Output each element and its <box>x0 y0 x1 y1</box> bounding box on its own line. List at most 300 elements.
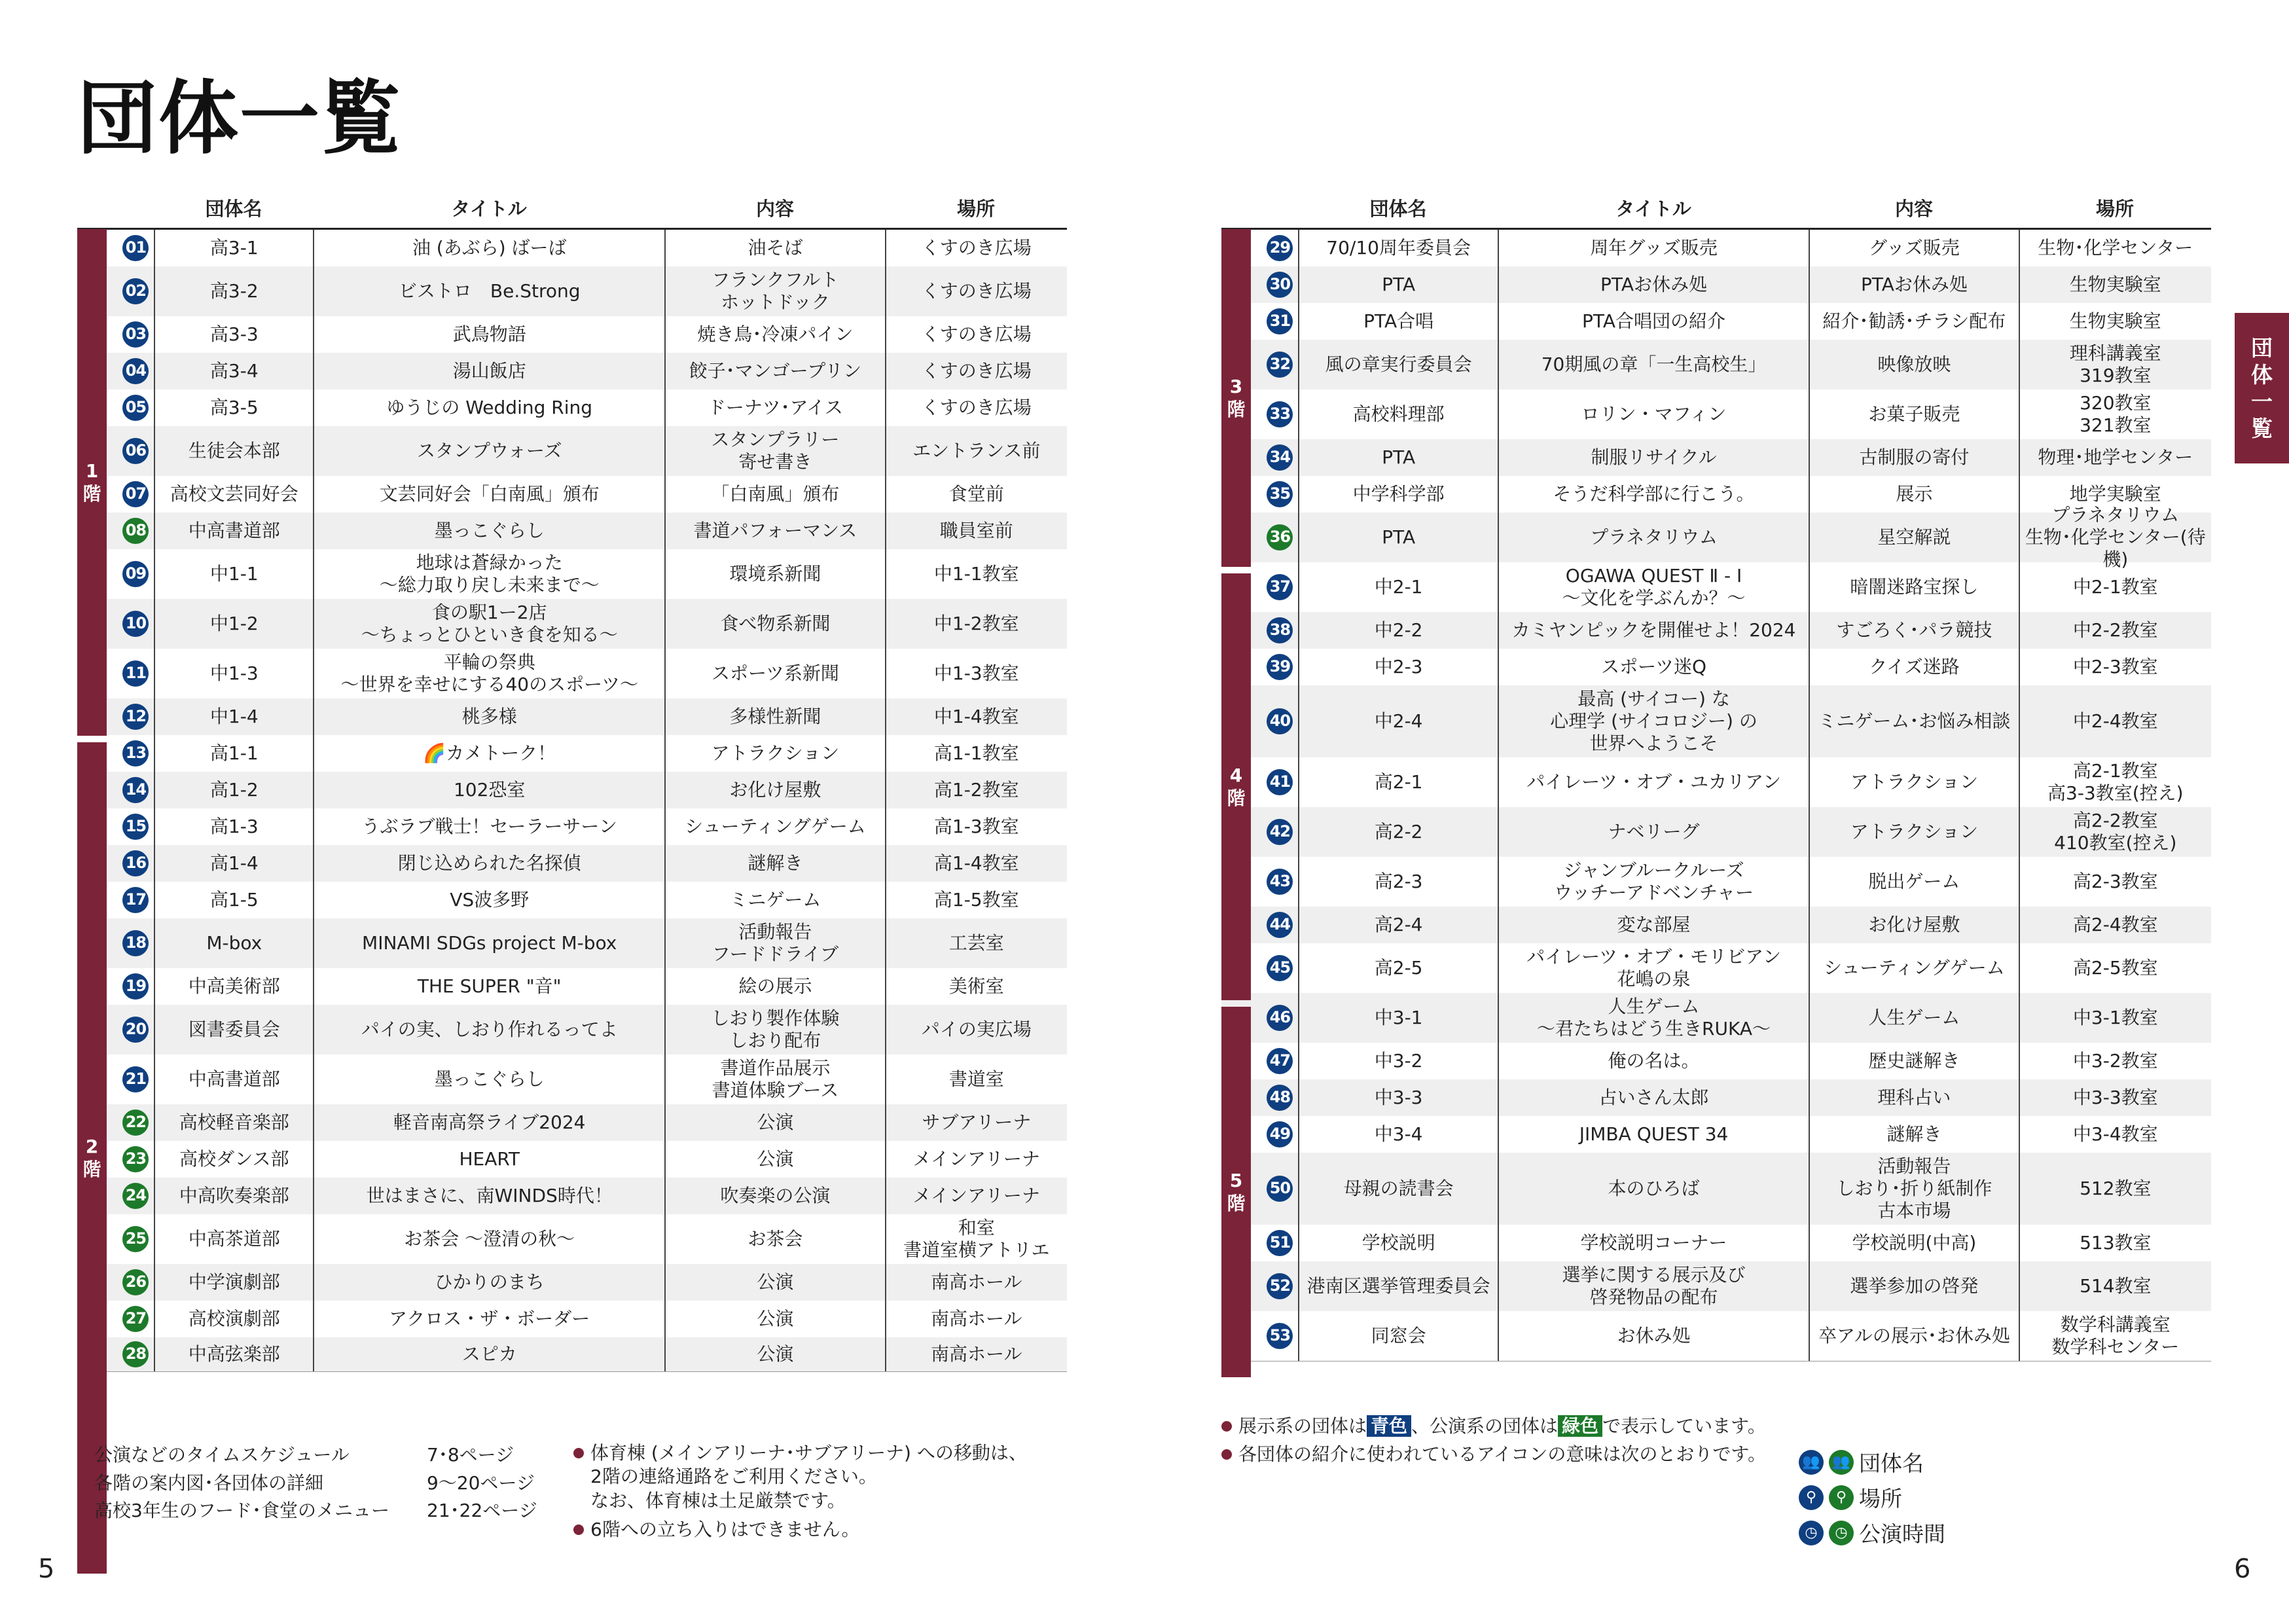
content-cell: アトラクション <box>1809 757 2018 807</box>
content-cell: 公演 <box>664 1141 884 1178</box>
group-name: 高2-4 <box>1298 907 1497 943</box>
floor-label-1: 1 階 <box>77 229 107 736</box>
group-name: 高2-5 <box>1298 943 1497 993</box>
number-badge: 23 <box>122 1146 149 1172</box>
title-cell: MINAMI SDGs project M-box <box>313 918 664 968</box>
table-row <box>1221 503 2211 571</box>
number-badge: 15 <box>122 814 149 840</box>
group-name: 70/10周年委員会 <box>1298 230 1497 266</box>
place-cell: 美術室 <box>885 968 1068 1005</box>
number-badge: 16 <box>122 850 149 876</box>
title-cell: 地球は蒼緑かった ～総力取り戻し未来まで～ <box>313 549 664 599</box>
title-cell: 墨っこぐらし <box>313 513 664 549</box>
number-badge: 44 <box>1267 912 1293 938</box>
title-cell: お茶会 ～澄清の秋～ <box>313 1214 664 1264</box>
number-badge: 13 <box>122 740 149 767</box>
content-cell: 理科占い <box>1809 1079 2018 1116</box>
table-row <box>77 266 1067 316</box>
bullet-icon <box>77 1450 88 1460</box>
content-cell: 絵の展示 <box>664 968 884 1005</box>
number-badge: 25 <box>122 1226 149 1252</box>
floor-label-5: 5 階 <box>1221 1007 1251 1377</box>
content-cell: 「白南風」頒布 <box>664 476 884 513</box>
title-cell: うぶラブ戦士！セーラーサーン <box>313 808 664 845</box>
table-row <box>1221 230 2211 266</box>
table-row <box>1221 303 2211 340</box>
group-name: 高1-4 <box>154 845 313 882</box>
title-cell: 本のひろば <box>1498 1153 1809 1225</box>
group-name: 図書委員会 <box>154 1005 313 1055</box>
bullet-icon <box>77 1478 88 1489</box>
place-cell: エントランス前 <box>885 426 1068 476</box>
content-cell: しおり製作体験 しおり配布 <box>664 1005 884 1055</box>
number-badge: 26 <box>122 1269 149 1295</box>
group-name: 中学演劇部 <box>154 1264 313 1301</box>
place-cell: 中3-4教室 <box>2019 1116 2211 1153</box>
group-name: 中3-2 <box>1298 1043 1497 1079</box>
title-cell: プラネタリウム <box>1498 513 1809 562</box>
table-row <box>77 882 1067 918</box>
place-cell: 中2-2教室 <box>2019 612 2211 649</box>
content-cell: 公演 <box>664 1264 884 1301</box>
number-badge: 38 <box>1267 617 1293 643</box>
place-cell: 生物実験室 <box>2019 266 2211 303</box>
table-row <box>1221 266 2211 303</box>
title-cell: アクロス・ザ・ボーダー <box>313 1301 664 1337</box>
place-cell: 中1-1教室 <box>885 549 1068 599</box>
content-cell: 学校説明(中高) <box>1809 1225 2018 1261</box>
page-number-left: 5 <box>38 1554 55 1584</box>
number-badge: 32 <box>1267 352 1293 378</box>
location-icon: ⚲ <box>1799 1485 1824 1510</box>
title-cell: 🌈カメトーク！ <box>313 735 664 772</box>
place-cell: 理科講義室 319教室 <box>2019 340 2211 389</box>
table-row <box>77 772 1067 808</box>
content-cell: 公演 <box>664 1337 884 1371</box>
title-cell: お休み処 <box>1498 1311 1809 1361</box>
place-cell: 南高ホール <box>885 1337 1068 1371</box>
number-badge: 52 <box>1267 1273 1293 1299</box>
group-name: PTA合唱 <box>1298 303 1497 340</box>
title-cell: THE SUPER "音" <box>313 968 664 1005</box>
group-icon: 👥 <box>1799 1450 1824 1475</box>
table-row <box>77 599 1067 649</box>
title-cell: そうだ科学部に行こう。 <box>1498 476 1809 513</box>
legend-group: 👥 👥 団体名 <box>1799 1447 1924 1477</box>
title-cell: 平輪の祭典 ～世界を幸せにする40のスポーツ～ <box>313 649 664 698</box>
place-cell: パイの実広場 <box>885 1005 1068 1055</box>
table-row <box>77 426 1067 476</box>
content-cell: 活動報告 しおり･折り紙制作 古本市場 <box>1809 1153 2018 1225</box>
table-row <box>77 649 1067 698</box>
blue-highlight: 青色 <box>1367 1415 1411 1437</box>
group-name: PTA <box>1298 266 1497 303</box>
place-cell: 物理･地学センター <box>2019 439 2211 476</box>
title-cell: スピカ <box>313 1337 664 1371</box>
table-row <box>77 735 1067 772</box>
number-badge: 02 <box>122 278 149 304</box>
group-name: 中高吹奏楽部 <box>154 1178 313 1214</box>
title-cell: パイレーツ・オブ・ユカリアン <box>1498 757 1809 807</box>
group-name: 中高書道部 <box>154 513 313 549</box>
number-badge: 42 <box>1267 819 1293 845</box>
content-cell: お茶会 <box>664 1214 884 1264</box>
title-cell: 俺の名は。 <box>1498 1043 1809 1079</box>
title-cell: 食の駅1ー2店 ～ちょっとひといき食を知る～ <box>313 599 664 649</box>
content-cell: すごろく･パラ競技 <box>1809 612 2018 649</box>
place-cell: 職員室前 <box>885 513 1068 549</box>
table-row <box>1221 1311 2211 1361</box>
content-cell: お化け屋敷 <box>664 772 884 808</box>
page-title: 団体一覧 <box>77 72 402 165</box>
title-cell: ジャンブルークルーズ ウッチーアドベンチャー <box>1498 857 1809 907</box>
table-row <box>1221 807 2211 857</box>
group-name: 高1-3 <box>154 808 313 845</box>
table-row <box>1221 993 2211 1043</box>
group-name: 中1-4 <box>154 698 313 735</box>
title-cell: 人生ゲーム ～君たちはどう生きRUKA～ <box>1498 993 1809 1043</box>
table-row <box>1221 1261 2211 1311</box>
content-cell: 活動報告 フードドライブ <box>664 918 884 968</box>
place-cell: 高1-2教室 <box>885 772 1068 808</box>
number-badge: 27 <box>122 1306 149 1332</box>
side-tab: 団 体 一 覧 <box>2235 313 2289 463</box>
group-name: 高1-5 <box>154 882 313 918</box>
place-cell: メインアリーナ <box>885 1141 1068 1178</box>
content-cell: ミニゲーム･お悩み相談 <box>1809 685 2018 757</box>
place-cell: 南高ホール <box>885 1264 1068 1301</box>
table-row <box>1221 612 2211 649</box>
table-row <box>1221 857 2211 907</box>
place-cell: 南高ホール <box>885 1301 1068 1337</box>
number-badge: 18 <box>122 930 149 956</box>
table-row <box>77 1301 1067 1337</box>
content-cell: 油そば <box>664 230 884 266</box>
note-item: 各階の案内図･各団体の詳細 9～20ページ <box>77 1470 537 1498</box>
number-badge: 09 <box>122 561 149 587</box>
table-row <box>1221 1153 2211 1225</box>
left-notes-a <box>77 1441 537 1525</box>
table-row <box>1221 1116 2211 1153</box>
bullet-icon <box>77 1506 88 1516</box>
group-name: PTA <box>1298 513 1497 562</box>
number-badge: 50 <box>1267 1176 1293 1202</box>
group-name: 高3-1 <box>154 230 313 266</box>
left-table-header <box>154 189 1067 226</box>
group-name: 中2-3 <box>1298 649 1497 685</box>
place-cell: 生物･化学センター <box>2019 230 2211 266</box>
content-cell: フランクフルト ホットドック <box>664 266 884 316</box>
right-table-body <box>1221 228 2211 1362</box>
title-cell: PTAお休み処 <box>1498 266 1809 303</box>
content-cell: シューティングゲーム <box>1809 943 2018 993</box>
floor-label-2: 2 階 <box>77 742 107 1574</box>
header-title: タイトル <box>451 197 527 220</box>
right-notes: 展示系の団体は 青色 、公演系の団体は 緑色 で表示しています。 各団体の紹介に使われているアイコンの意味は次のとおりです。 <box>1221 1413 1766 1468</box>
place-cell: 中3-2教室 <box>2019 1043 2211 1079</box>
group-name: 高校演劇部 <box>154 1301 313 1337</box>
title-cell: 最高 (サイコー) な 心理学 (サイコロジー) の 世界へようこそ <box>1498 685 1809 757</box>
place-cell: 中1-4教室 <box>885 698 1068 735</box>
table-row <box>77 513 1067 549</box>
group-name: 中高弦楽部 <box>154 1337 313 1371</box>
title-cell: スポーツ迷Q <box>1498 649 1809 685</box>
number-badge: 31 <box>1267 308 1293 334</box>
content-cell: 環境系新聞 <box>664 549 884 599</box>
group-name: 中学科学部 <box>1298 476 1497 513</box>
place-cell: 320教室 321教室 <box>2019 389 2211 439</box>
bullet-icon <box>1221 1449 1232 1460</box>
right-table <box>1221 189 2211 1380</box>
content-cell: 多様性新聞 <box>664 698 884 735</box>
place-cell: 高2-4教室 <box>2019 907 2211 943</box>
number-badge: 35 <box>1267 481 1293 507</box>
bullet-icon <box>573 1525 584 1535</box>
table-row <box>1221 757 2211 807</box>
content-cell: 歴史謎解き <box>1809 1043 2018 1079</box>
title-cell: パイレーツ・オブ・モリビアン 花嶋の泉 <box>1498 943 1809 993</box>
place-cell: 工芸室 <box>885 918 1068 968</box>
content-cell: 食べ物系新聞 <box>664 599 884 649</box>
content-cell: 人生ゲーム <box>1809 993 2018 1043</box>
left-table <box>77 189 1067 1386</box>
table-row <box>1221 1079 2211 1116</box>
number-badge: 37 <box>1267 574 1293 600</box>
number-badge: 36 <box>1267 524 1293 550</box>
note-item: 高校3年生のフード･食堂のメニュー 21･22ページ <box>77 1497 537 1525</box>
page-number-right: 6 <box>2234 1554 2251 1584</box>
place-cell: サブアリーナ <box>885 1104 1068 1141</box>
content-cell: グッズ販売 <box>1809 230 2018 266</box>
number-badge: 41 <box>1267 769 1293 795</box>
table-row <box>77 353 1067 389</box>
title-cell: 桃多様 <box>313 698 664 735</box>
table-row <box>1221 685 2211 757</box>
place-cell: くすのき広場 <box>885 389 1068 426</box>
title-cell: HEART <box>313 1141 664 1178</box>
number-badge: 24 <box>122 1183 149 1209</box>
group-name: 高校軽音楽部 <box>154 1104 313 1141</box>
group-name: 高3-5 <box>154 389 313 426</box>
content-cell: お化け屋敷 <box>1809 907 2018 943</box>
content-cell: 脱出ゲーム <box>1809 857 2018 907</box>
table-row <box>77 1055 1067 1104</box>
group-name: 高1-1 <box>154 735 313 772</box>
number-badge: 47 <box>1267 1048 1293 1074</box>
title-cell: スタンプウォーズ <box>313 426 664 476</box>
header-name: 団体名 <box>205 197 262 220</box>
place-cell: 高2-2教室 410教室(控え) <box>2019 807 2211 857</box>
group-name: 中高美術部 <box>154 968 313 1005</box>
group-name: 高2-1 <box>1298 757 1497 807</box>
place-cell: 513教室 <box>2019 1225 2211 1261</box>
table-row <box>77 1005 1067 1055</box>
place-cell: 高1-5教室 <box>885 882 1068 918</box>
content-cell: お菓子販売 <box>1809 389 2018 439</box>
number-badge: 49 <box>1267 1121 1293 1147</box>
table-row <box>77 316 1067 353</box>
content-cell: 星空解説 <box>1809 513 2018 562</box>
title-cell: 文芸同好会「白南風」頒布 <box>313 476 664 513</box>
place-cell: 高1-3教室 <box>885 808 1068 845</box>
group-name: 風の章実行委員会 <box>1298 340 1497 389</box>
left-notes-b: 体育棟 (メインアリーナ･サブアリーナ) への移動は、 2階の連絡通路をご利用ください。 なお、体育棟は土足厳禁です。 6階への立ち入りはできません。 <box>573 1441 1027 1542</box>
table-row <box>1221 649 2211 685</box>
place-cell: くすのき広場 <box>885 230 1068 266</box>
number-badge: 39 <box>1267 654 1293 680</box>
title-cell: 油 (あぶら) ばーば <box>313 230 664 266</box>
table-row <box>77 1104 1067 1141</box>
table-row <box>77 808 1067 845</box>
table-row <box>77 389 1067 426</box>
number-badge: 28 <box>122 1341 149 1367</box>
place-cell: 生物実験室 <box>2019 303 2211 340</box>
number-badge: 30 <box>1267 272 1293 298</box>
title-cell: ひかりのまち <box>313 1264 664 1301</box>
number-badge: 53 <box>1267 1323 1293 1349</box>
number-badge: 11 <box>122 660 149 687</box>
group-name: 中2-1 <box>1298 562 1497 612</box>
number-badge: 20 <box>122 1017 149 1043</box>
number-badge: 14 <box>122 777 149 803</box>
title-cell: 周年グッズ販売 <box>1498 230 1809 266</box>
place-cell: くすのき広場 <box>885 266 1068 316</box>
number-badge: 07 <box>122 481 149 507</box>
legend-location: ⚲ ⚲ 場所 <box>1799 1482 1902 1513</box>
content-cell: ドーナツ･アイス <box>664 389 884 426</box>
header-content: 内容 <box>755 197 794 220</box>
title-cell: 占いさん太郎 <box>1498 1079 1809 1116</box>
table-row <box>77 845 1067 882</box>
number-badge: 22 <box>122 1110 149 1136</box>
group-name: 高3-3 <box>154 316 313 353</box>
group-name: 生徒会本部 <box>154 426 313 476</box>
content-cell: 公演 <box>664 1301 884 1337</box>
content-cell: 紹介･勧誘･チラシ配布 <box>1809 303 2018 340</box>
place-cell: 数学科講義室 数学科センター <box>2019 1311 2211 1361</box>
table-row <box>77 698 1067 735</box>
number-badge: 03 <box>122 321 149 348</box>
place-cell: 中3-3教室 <box>2019 1079 2211 1116</box>
title-cell: 武鳥物語 <box>313 316 664 353</box>
content-cell: 古制服の寄付 <box>1809 439 2018 476</box>
content-cell: 謎解き <box>1809 1116 2018 1153</box>
number-badge: 40 <box>1267 708 1293 734</box>
left-table-body <box>77 228 1067 1372</box>
number-badge: 04 <box>122 358 149 384</box>
title-cell: 70期風の章「一生高校生」 <box>1498 340 1809 389</box>
group-name: PTA <box>1298 439 1497 476</box>
number-badge: 01 <box>122 235 149 261</box>
table-row <box>77 549 1067 599</box>
group-name: 中3-1 <box>1298 993 1497 1043</box>
title-cell: 102恐室 <box>313 772 664 808</box>
number-badge: 45 <box>1267 955 1293 981</box>
group-name: 中2-2 <box>1298 612 1497 649</box>
table-row <box>1221 1225 2211 1261</box>
group-name: 中1-3 <box>154 649 313 698</box>
place-cell: 512教室 <box>2019 1153 2211 1225</box>
title-cell: ビストロ Be.Strong <box>313 266 664 316</box>
header-title: タイトル <box>1615 197 1691 220</box>
content-cell: スポーツ系新聞 <box>664 649 884 698</box>
clock-icon: ◷ <box>1829 1521 1854 1545</box>
place-cell: 高1-1教室 <box>885 735 1068 772</box>
title-cell: OGAWA QUEST Ⅱ - Ⅰ ～文化を学ぶんか？～ <box>1498 562 1809 612</box>
table-row <box>1221 340 2211 389</box>
content-cell: ミニゲーム <box>664 882 884 918</box>
table-row <box>77 1178 1067 1214</box>
title-cell: ナベリーグ <box>1498 807 1809 857</box>
group-name: 母親の読書会 <box>1298 1153 1497 1225</box>
group-name: 高2-2 <box>1298 807 1497 857</box>
place-cell: 514教室 <box>2019 1261 2211 1311</box>
title-cell: 閉じ込められた名探偵 <box>313 845 664 882</box>
table-row <box>77 1141 1067 1178</box>
content-cell: 卒アルの展示･お休み処 <box>1809 1311 2018 1361</box>
content-cell: 書道パフォーマンス <box>664 513 884 549</box>
group-name: M-box <box>154 918 313 968</box>
bullet-icon <box>573 1448 584 1458</box>
table-row <box>1221 439 2211 476</box>
content-cell: シューティングゲーム <box>664 808 884 845</box>
floor-label-4: 4 階 <box>1221 573 1251 1000</box>
number-badge: 19 <box>122 973 149 1000</box>
place-cell: 中3-1教室 <box>2019 993 2211 1043</box>
table-row <box>77 1214 1067 1264</box>
number-badge: 06 <box>122 438 149 464</box>
group-name: 中高茶道部 <box>154 1214 313 1264</box>
group-name: 中高書道部 <box>154 1055 313 1104</box>
place-cell: 地学実験室 <box>2019 476 2211 513</box>
content-cell: 書道作品展示 書道体験ブース <box>664 1055 884 1104</box>
group-name: 高校料理部 <box>1298 389 1497 439</box>
number-badge: 43 <box>1267 869 1293 895</box>
number-badge: 12 <box>122 704 149 730</box>
number-badge: 10 <box>122 611 149 637</box>
table-row <box>77 230 1067 266</box>
place-cell: 中2-1教室 <box>2019 562 2211 612</box>
title-cell: VS波多野 <box>313 882 664 918</box>
number-badge: 05 <box>122 395 149 421</box>
group-name: 中2-4 <box>1298 685 1497 757</box>
header-name: 団体名 <box>1369 197 1427 220</box>
place-cell: 食堂前 <box>885 476 1068 513</box>
content-cell: PTAお休み処 <box>1809 266 2018 303</box>
title-cell: ゆうじの Wedding Ring <box>313 389 664 426</box>
place-cell: 高1-4教室 <box>885 845 1068 882</box>
table-row <box>77 1337 1067 1371</box>
group-name: 高校ダンス部 <box>154 1141 313 1178</box>
legend-time: ◷ ◷ 公演時間 <box>1799 1517 1945 1548</box>
content-cell: 焼き鳥･冷凍パイン <box>664 316 884 353</box>
content-cell: 映像放映 <box>1809 340 2018 389</box>
table-row <box>1221 389 2211 439</box>
right-table-header <box>1299 189 2211 226</box>
number-badge: 17 <box>122 887 149 913</box>
title-cell: JIMBA QUEST 34 <box>1498 1116 1809 1153</box>
table-row <box>77 968 1067 1005</box>
table-row <box>1221 907 2211 943</box>
title-cell: 湯山飯店 <box>313 353 664 389</box>
content-cell: 暗闇迷路宝探し <box>1809 562 2018 612</box>
title-cell: 軽音南高祭ライブ2024 <box>313 1104 664 1141</box>
title-cell: カミヤンピックを開催せよ！2024 <box>1498 612 1809 649</box>
title-cell: 墨っこぐらし <box>313 1055 664 1104</box>
bullet-icon <box>1221 1421 1232 1432</box>
title-cell: パイの実、しおり作れるってよ <box>313 1005 664 1055</box>
content-cell: アトラクション <box>664 735 884 772</box>
